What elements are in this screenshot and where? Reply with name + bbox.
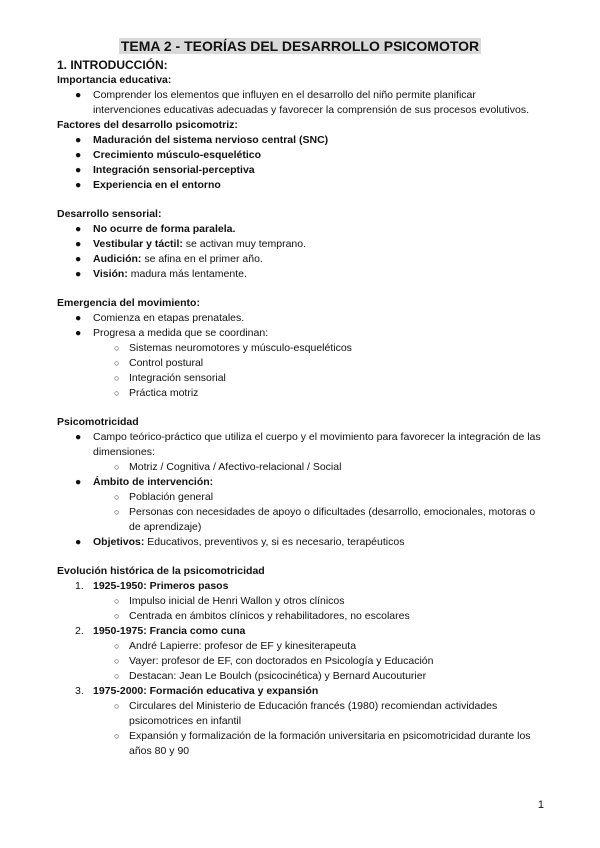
list-item: ● Maduración del sistema nervioso central (SNC): [75, 134, 329, 146]
list-item: ● No ocurre de forma paralela.: [75, 223, 236, 235]
sub-list-item: ○ Vayer: profesor de EF, con doctorados en Psicología y Educación: [114, 655, 434, 667]
title-text: TEMA 2 - TEORÍAS DEL DESARROLLO PSICOMOTOR: [120, 38, 480, 54]
numbered-item: 1. 1925-1950: Primeros pasos: [75, 580, 229, 592]
list-item: ● Campo teórico-práctico que utiliza el cuerpo y el movimiento para favorecer la integración de las dimensiones:: [75, 431, 541, 458]
sub-list-item: ○ Centrada en ámbitos clínicos y rehabilitadores, no escolares: [114, 610, 410, 622]
bullet-icon: ●: [75, 149, 82, 161]
circle-bullet-icon: ○: [114, 492, 120, 502]
list-item: ● Ámbito de intervención:: [75, 476, 214, 488]
circle-bullet-icon: ○: [114, 731, 120, 741]
heading-sensorial: Desarrollo sensorial:: [57, 208, 162, 220]
list-movimiento: [57, 311, 542, 401]
heading-factores: Factores del desarrollo psicomotriz:: [57, 119, 238, 131]
heading-evolucion: Evolución histórica de la psicomotricidad: [57, 565, 265, 577]
list-item: ● Vestibular y táctil: se activan muy temprano.: [75, 238, 307, 250]
page-title: [0, 38, 600, 56]
sub-list-item: ○ Integración sensorial: [114, 372, 226, 384]
circle-bullet-icon: ○: [114, 656, 120, 666]
heading-movimiento: Emergencia del movimiento:: [57, 297, 200, 309]
bullet-icon: ●: [75, 89, 82, 101]
circle-bullet-icon: ○: [114, 641, 120, 651]
sub-list-item: ○ André Lapierre: profesor de EF y kinesiterapeuta: [114, 640, 357, 652]
sub-list-item: ○ Impulso inicial de Henri Wallon y otros clínicos: [114, 595, 345, 607]
list-item: ● Progresa a medida que se coordinan:: [75, 327, 269, 339]
numbered-item: 3. 1975-2000: Formación educativa y expansión: [75, 685, 319, 697]
circle-bullet-icon: ○: [114, 701, 120, 711]
list-sensorial: [57, 222, 542, 282]
list-item: ● Comienza en etapas prenatales.: [75, 312, 245, 324]
sub-list-item: ○ Motriz / Cognitiva / Afectivo-relacional / Social: [114, 461, 342, 473]
list-factores: [57, 133, 542, 193]
sub-list-item: ○ Sistemas neuromotores y músculo-esqueléticos: [114, 342, 352, 354]
bullet-icon: ●: [75, 223, 82, 235]
list-item: ● Experiencia en el entorno: [75, 179, 221, 191]
bullet-icon: ●: [75, 253, 82, 265]
bullet-icon: ●: [75, 536, 82, 548]
circle-bullet-icon: ○: [114, 507, 120, 517]
bullet-icon: ●: [75, 268, 82, 280]
bullet-icon: ●: [75, 327, 82, 339]
bullet-icon: ●: [75, 179, 82, 191]
heading-psicomotricidad: Psicomotricidad: [57, 416, 139, 428]
numbered-item: 2. 1950-1975: Francia como cuna: [75, 625, 246, 637]
list-item: ● Audición: se afina en el primer año.: [75, 253, 263, 265]
bullet-icon: ●: [75, 312, 82, 324]
list-psicomotricidad: [57, 430, 542, 550]
document-body: [57, 57, 542, 759]
list-item: ● Visión: madura más lentamente.: [75, 268, 247, 280]
bullet-icon: ●: [75, 431, 82, 443]
sub-list-item: ○ Población general: [114, 491, 214, 503]
list-item: ● Comprender los elementos que influyen en el desarrollo del niño permite planificar intervenciones educativas adecuadas y favorecer la comprensión de sus procesos evolutivos.: [75, 89, 529, 116]
list-importancia: [57, 88, 542, 118]
bullet-icon: ●: [75, 238, 82, 250]
circle-bullet-icon: ○: [114, 671, 120, 681]
circle-bullet-icon: ○: [114, 373, 120, 383]
section-heading-introduccion: 1. INTRODUCCIÓN:: [57, 58, 168, 72]
item-number: 2.: [75, 625, 84, 637]
sub-list-item: ○ Control postural: [114, 357, 204, 369]
item-number: 3.: [75, 685, 84, 697]
circle-bullet-icon: ○: [114, 611, 120, 621]
sub-list-item: ○ Práctica motriz: [114, 387, 199, 399]
item-number: 1.: [75, 580, 84, 592]
bullet-icon: ●: [75, 134, 82, 146]
circle-bullet-icon: ○: [114, 596, 120, 606]
circle-bullet-icon: ○: [114, 343, 120, 353]
page-number: 1: [537, 799, 544, 811]
circle-bullet-icon: ○: [114, 462, 120, 472]
bullet-icon: ●: [75, 476, 82, 488]
list-item: ● Objetivos: Educativos, preventivos y, si es necesario, terapéuticos: [75, 536, 405, 548]
circle-bullet-icon: ○: [114, 358, 120, 368]
circle-bullet-icon: ○: [114, 388, 120, 398]
heading-importancia: Importancia educativa:: [57, 74, 172, 86]
bullet-icon: ●: [75, 164, 82, 176]
list-item: ● Crecimiento músculo-esquelético: [75, 149, 262, 161]
sub-list-item: ○ Circulares del Ministerio de Educación francés (1980) recomiendan actividades psicomotrices en infantil: [114, 700, 498, 727]
sub-list-item: ○ Expansión y formalización de la formación universitaria en psicomotricidad durante los años 80 y 90: [114, 730, 531, 757]
list-evolucion: [57, 579, 542, 759]
sub-list-item: ○ Personas con necesidades de apoyo o dificultades (desarrollo, emocionales, motoras o de aprendizaje): [114, 506, 536, 533]
list-item: ● Integración sensorial-perceptiva: [75, 164, 255, 176]
sub-list-item: ○ Destacan: Jean Le Boulch (psicocinética) y Bernard Aucouturier: [114, 670, 427, 682]
